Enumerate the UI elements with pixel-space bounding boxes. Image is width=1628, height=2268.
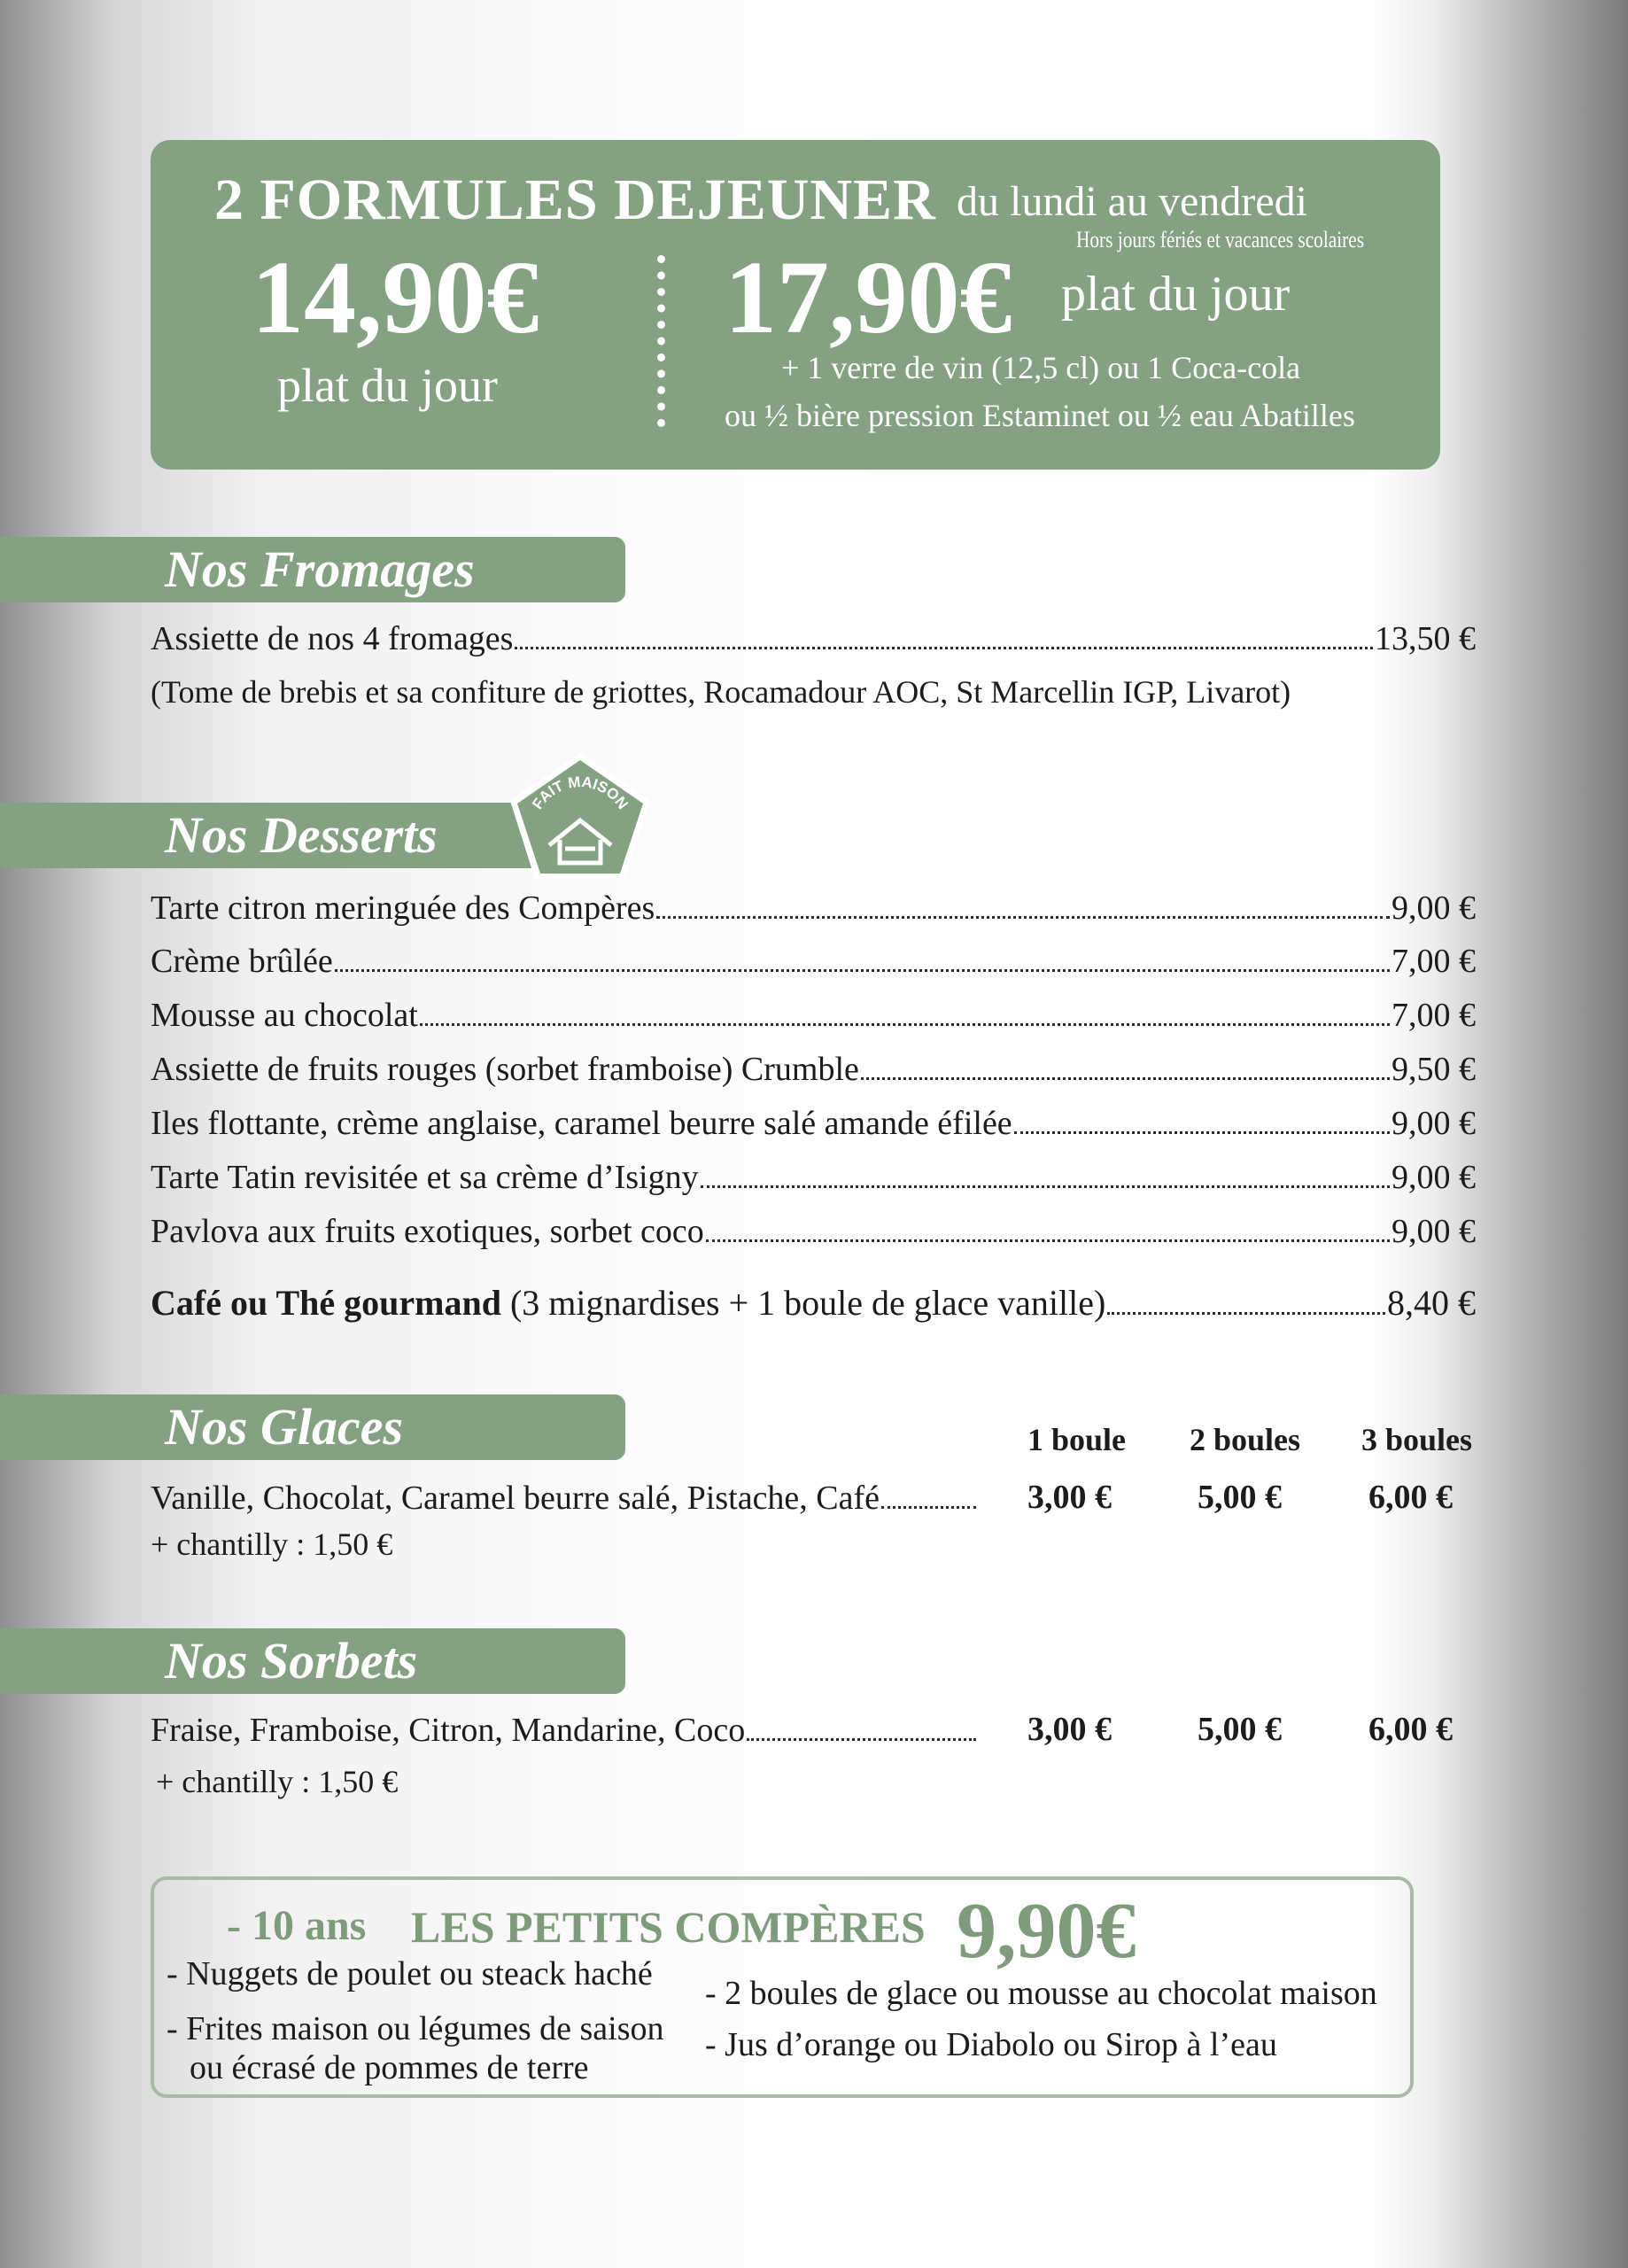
- kids-item: ou écrasé de pommes de terre: [190, 2049, 589, 2086]
- menu-item-row: [151, 618, 1476, 659]
- section-header-glaces: Nos Glaces: [0, 1394, 625, 1460]
- glaces-price-1-boule: 3,00 €: [1027, 1479, 1112, 1516]
- menu-item-name: Assiette de fruits rouges (sorbet framboise) Crumble: [151, 1051, 859, 1088]
- menu-item-name: Crème brûlée: [151, 943, 333, 980]
- menu-item-price: 9,00 €: [1392, 1213, 1476, 1250]
- menu-item-price: 9,50 €: [1392, 1051, 1476, 1088]
- formula-2-label: plat du jour: [1061, 267, 1291, 322]
- fait-maison-badge: [503, 750, 657, 882]
- section-header-desserts: Nos Desserts: [0, 803, 625, 868]
- menu-item-price: 13,50 €: [1375, 620, 1476, 657]
- dot-leader: [656, 916, 1390, 919]
- kids-item: - Nuggets de poulet ou steack haché: [167, 1955, 653, 1992]
- formulas-title: 2 FORMULES DEJEUNER: [214, 167, 936, 232]
- menu-item-price: 8,40 €: [1387, 1283, 1476, 1323]
- menu-item-row: [151, 888, 1476, 928]
- kids-age-label: - 10 ans: [227, 1902, 367, 1949]
- dot-leader: [515, 647, 1373, 649]
- kids-item: - Frites maison ou légumes de saison: [167, 2010, 664, 2047]
- dot-leader: [335, 969, 1390, 972]
- menu-item-price: 9,00 €: [1392, 889, 1476, 927]
- menu-item-row: [151, 1103, 1476, 1144]
- formula-divider: [657, 255, 665, 427]
- sorbets-price-3-boules: 6,00 €: [1368, 1711, 1453, 1748]
- kids-item: - Jus d’orange ou Diabolo ou Sirop à l’eau: [705, 2026, 1277, 2063]
- formula-1-label: plat du jour: [277, 359, 498, 412]
- menu-item-row: [151, 995, 1476, 1036]
- badge-fill: [517, 760, 643, 874]
- dot-leader: [706, 1239, 1390, 1242]
- gourmand-name-rest: (3 mignardises + 1 boule de glace vanille): [500, 1283, 1106, 1323]
- gourmand-name-bold: Café ou Thé gourmand: [151, 1283, 501, 1323]
- dot-leader: [1107, 1312, 1385, 1315]
- glaces-flavors-row: [151, 1478, 978, 1518]
- menu-item-row: [151, 1157, 1476, 1198]
- menu-item-row: [151, 1211, 1476, 1252]
- menu-item-name: Assiette de nos 4 fromages: [151, 620, 514, 657]
- menu-item-name: Tarte Tatin revisitée et sa crème d’Isigny: [151, 1159, 699, 1196]
- menu-item-name: Pavlova aux fruits exotiques, sorbet coco: [151, 1213, 704, 1250]
- sorbets-price-2-boules: 5,00 €: [1198, 1711, 1282, 1748]
- column-header-2-boules: 2 boules: [1190, 1422, 1301, 1457]
- column-header-3-boules: 3 boules: [1361, 1422, 1473, 1457]
- kids-menu-title: LES PETITS COMPÈRES: [411, 1902, 926, 1952]
- menu-item-name: Iles flottante, crème anglaise, caramel beurre salé amande éfilée: [151, 1105, 1012, 1142]
- formula-2-extra-line-1: + 1 verre de vin (12,5 cl) ou 1 Coca-cola: [781, 350, 1301, 385]
- kids-menu-price: 9,90€: [957, 1887, 1136, 1975]
- section-header-fromages: Nos Fromages: [0, 537, 625, 602]
- column-header-1-boule: 1 boule: [1027, 1422, 1127, 1457]
- kids-item: - 2 boules de glace ou mousse au chocolat maison: [705, 1975, 1377, 2012]
- badge-label-path: FAIT MAISON: [529, 773, 632, 812]
- menu-item-name: [151, 1283, 1105, 1324]
- section-header-sorbets: Nos Sorbets: [0, 1628, 625, 1694]
- menu-item-name: Tarte citron meringuée des Compères: [151, 889, 655, 927]
- menu-item-price: 7,00 €: [1392, 943, 1476, 980]
- menu-item-row: [151, 1049, 1476, 1090]
- dot-leader: [881, 1506, 976, 1509]
- fromages-note: (Tome de brebis et sa confiture de griottes, Rocamadour AOC, St Marcellin IGP, Livarot): [151, 674, 1291, 710]
- kids-menu-box: [151, 1876, 1414, 2098]
- dot-leader: [747, 1738, 976, 1741]
- menu-item-price: 9,00 €: [1392, 1159, 1476, 1196]
- menu-item-row: [151, 941, 1476, 982]
- lunch-formulas-box: [151, 140, 1440, 470]
- glaces-chantilly-note: + chantilly : 1,50 €: [151, 1526, 393, 1562]
- glaces-flavors: Vanille, Chocolat, Caramel beurre salé, Pistache, Café: [151, 1480, 880, 1517]
- glaces-price-2-boules: 5,00 €: [1198, 1479, 1282, 1516]
- dot-leader: [861, 1077, 1390, 1080]
- sorbets-price-1-boule: 3,00 €: [1027, 1711, 1112, 1748]
- sorbets-flavors: Fraise, Framboise, Citron, Mandarine, Coco: [151, 1712, 746, 1749]
- dot-leader: [1014, 1131, 1390, 1134]
- formulas-exclusions: Hors jours fériés et vacances scolaires: [1076, 227, 1365, 252]
- glaces-price-3-boules: 6,00 €: [1368, 1479, 1453, 1516]
- menu-item-row-gourmand: [151, 1283, 1476, 1324]
- formula-2-price: 17,90€: [725, 239, 1012, 355]
- formula-1-price: 14,90€: [252, 239, 539, 355]
- menu-item-price: 9,00 €: [1392, 1105, 1476, 1142]
- menu-item-name: Mousse au chocolat: [151, 997, 418, 1034]
- sorbets-flavors-row: [151, 1710, 978, 1751]
- dot-leader: [420, 1023, 1390, 1026]
- sorbets-chantilly-note: + chantilly : 1,50 €: [156, 1764, 399, 1799]
- formulas-days: du lundi au vendredi: [957, 178, 1307, 225]
- menu-item-price: 7,00 €: [1392, 997, 1476, 1034]
- formula-2-extra-line-2: ou ½ bière pression Estaminet ou ½ eau Abatilles: [725, 398, 1355, 433]
- dot-leader: [701, 1185, 1390, 1188]
